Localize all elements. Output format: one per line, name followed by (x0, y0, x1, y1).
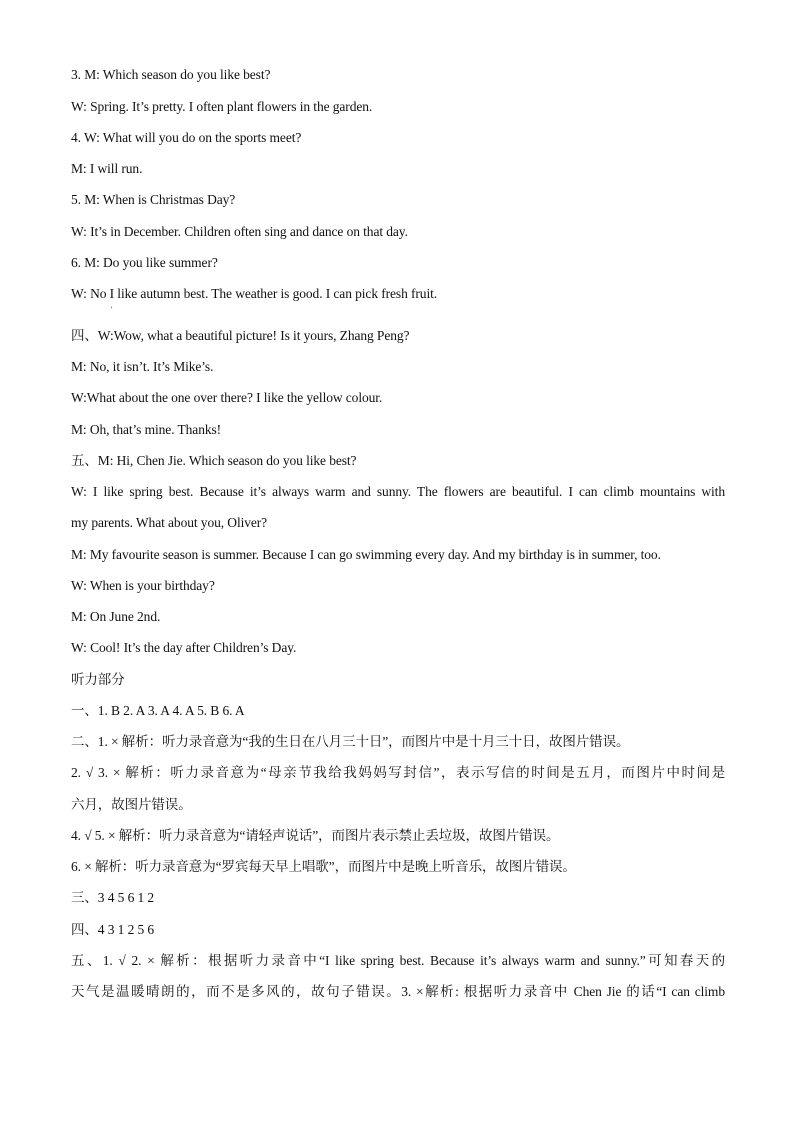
text-line: M: No, it isn’t. It’s Mike’s. (71, 359, 214, 374)
answer-line: 二、1. × 解析：听力录音意为“我的生日在八月三十日”，而图片中是十月三十日，故图片错误。 (71, 734, 630, 749)
text-line: M: On June 2nd. (71, 609, 161, 624)
text-line: M: Oh, that’s mine. Thanks! (71, 422, 222, 437)
section-heading: 听力部分 (71, 672, 125, 687)
text-line: M: I will run. (71, 161, 143, 176)
text-line: 4. W: What will you do on the sports meet? (71, 130, 302, 145)
text-line: W: I like spring best. Because it’s always warm and sunny. The flowers are beautiful. I can climb mountains with (71, 484, 725, 499)
text-line: W: It’s in December. Children often sing and dance on that day. (71, 224, 408, 239)
answer-line: 四、4 3 1 2 5 6 (71, 922, 155, 937)
text-line: W: Cool! It’s the day after Children’s Day. (71, 640, 297, 655)
stray-mark: ' (111, 305, 113, 314)
answer-line: 六月，故图片错误。 (71, 797, 192, 812)
answer-line: 五、1. √ 2. × 解析：根据听力录音中“I like spring best. Because it’s always warm and sunny.”可知春天的 (71, 953, 725, 968)
text-line: 五、M: Hi, Chen Jie. Which season do you like best? (71, 453, 357, 468)
answer-line: 一、1. B 2. A 3. A 4. A 5. B 6. A (71, 703, 245, 718)
answer-line: 三、3 4 5 6 1 2 (71, 890, 155, 905)
text-line: 四、W:Wow, what a beautiful picture! Is it yours, Zhang Peng? (71, 328, 410, 343)
text-line: W: When is your birthday? (71, 578, 215, 593)
text-line: 5. M: When is Christmas Day? (71, 192, 236, 207)
text-line: W: Spring. It’s pretty. I often plant flowers in the garden. (71, 99, 373, 114)
answer-line: 天气是温暖晴朗的，而不是多风的，故句子错误。3. ×解析: 根据听力录音中 Chen Jie 的话“I can climb (71, 984, 725, 999)
answer-line: 4. √ 5. × 解析：听力录音意为“请轻声说话”，而图片表示禁止丢垃圾，故图片错误。 (71, 828, 560, 843)
text-line: M: My favourite season is summer. Because I can go swimming every day. And my birthday is in summer, too. (71, 547, 661, 562)
text-line: W: No I like autumn best. The weather is good. I can pick fresh fruit. (71, 286, 438, 301)
answer-line: 6. × 解析：听力录音意为“罗宾每天早上唱歌”，而图片中是晚上听音乐，故图片错误。 (71, 859, 576, 874)
text-line: 3. M: Which season do you like best? (71, 67, 271, 82)
text-line: my parents. What about you, Oliver? (71, 515, 268, 530)
answer-line: 2. √ 3. × 解析：听力录音意为“母亲节我给我妈妈写封信”，表示写信的时间是五月，而图片中时间是 (71, 765, 725, 780)
text-line: W:What about the one over there? I like the yellow colour. (71, 390, 383, 405)
text-line: 6. M: Do you like summer? (71, 255, 218, 270)
